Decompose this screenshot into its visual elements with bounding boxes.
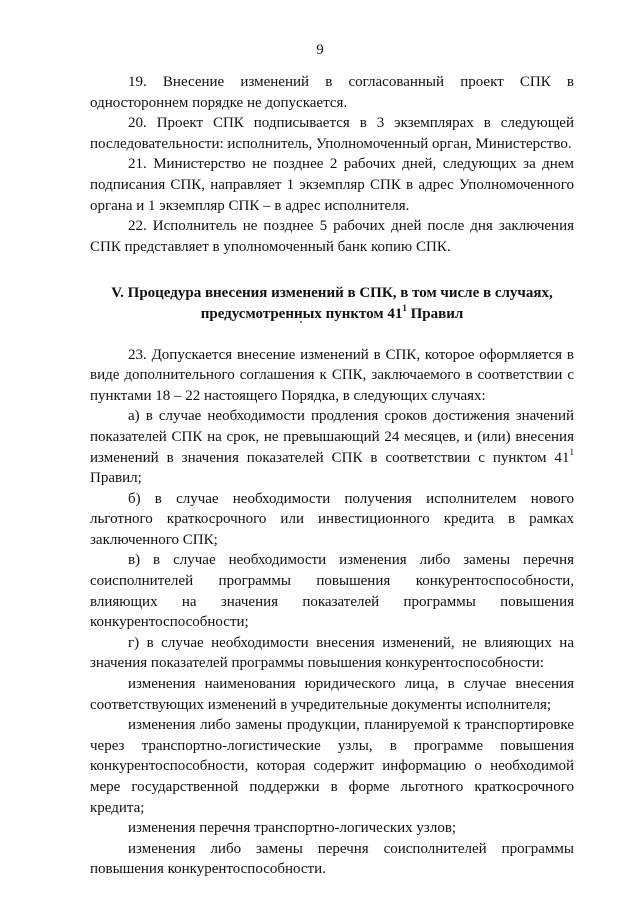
item-a-text: а) в случае необходимости продления сроков достижения значений показателей СПК на срок, не превышающий 24 месяцев, и (или) внесения изменений в значения показателей СПК в соответствии с пунктом 41: [90, 408, 574, 466]
paragraph-22: 22. Исполнитель не позднее 5 рабочих дней после дня заключения СПК представляет в уполномоченный банк копию СПК.: [90, 218, 574, 255]
paragraph-19: 19. Внесение изменений в согласованный проект СПК в одностороннем порядке не допускается.: [90, 74, 574, 111]
item-b: б) в случае необходимости получения исполнителем нового льготного краткосрочного или инвестиционного кредита в рамках заключенного СПК;: [90, 490, 574, 548]
sub-item-name-change: изменения наименования юридического лица, в случае внесения соответствующих изменений в учредительные документы исполнителя;: [90, 676, 574, 713]
item-a-superscript: 1: [569, 446, 574, 457]
item-v: в) в случае необходимости изменения либо замены перечня соисполнителей программы повышения конкурентоспособности, влияющих на значения показателей программы повышения конкурентоспособности;: [90, 552, 574, 631]
paragraph-20: 20. Проект СПК подписывается в 3 экземплярах в следующей последовательности: исполнитель, Уполномоченный орган, Министерство.: [90, 115, 574, 152]
item-a: [90, 406, 574, 488]
sub-item-coexecutors-change: изменения либо замены перечня соисполнителей программы повышения конкурентоспособности.: [90, 840, 574, 878]
item-a-tail: Правил;: [90, 470, 142, 487]
sub-item-hubs-change: изменения перечня транспортно-логических узлов;: [128, 820, 457, 837]
section-heading-superscript: 1: [402, 302, 407, 313]
paragraph-21: 21. Министерство не позднее 2 рабочих дней, следующих за днем подписания СПК, направляет 1 экземпляр СПК в адрес Уполномоченного органа и 1 экземпляр СПК – в адрес исполнителя.: [90, 156, 574, 214]
sub-item-product-change: изменения либо замены продукции, планируемой к транспортировке через транспортно-логистические узлы, в программе повышения конкурентоспособности, которая содержит информацию о необходимой мере государственной поддержки в форме льготного краткосрочного кредита;: [90, 717, 574, 816]
section-heading: [90, 283, 574, 324]
section-heading-line1: V. Процедура внесения изменений в СПК, в том числе в случаях,: [111, 285, 553, 302]
paragraph-23: 23. Допускается внесение изменений в СПК, которое оформляется в виде дополнительного соглашения к СПК, заключаемого в соответствии с пунктами 18 – 22 настоящего Порядка, в следующих случаях:: [90, 346, 574, 404]
section-heading-line2-prefix: предусмотренных пунктом 41: [200, 305, 403, 322]
item-g: г) в случае необходимости внесения изменений, не влияющих на значения показателей программы повышения конкурентоспособности:: [90, 634, 574, 672]
page-number: 9: [316, 42, 324, 58]
section-heading-line2-suffix: Правил: [406, 305, 464, 322]
document-body: [90, 72, 574, 880]
